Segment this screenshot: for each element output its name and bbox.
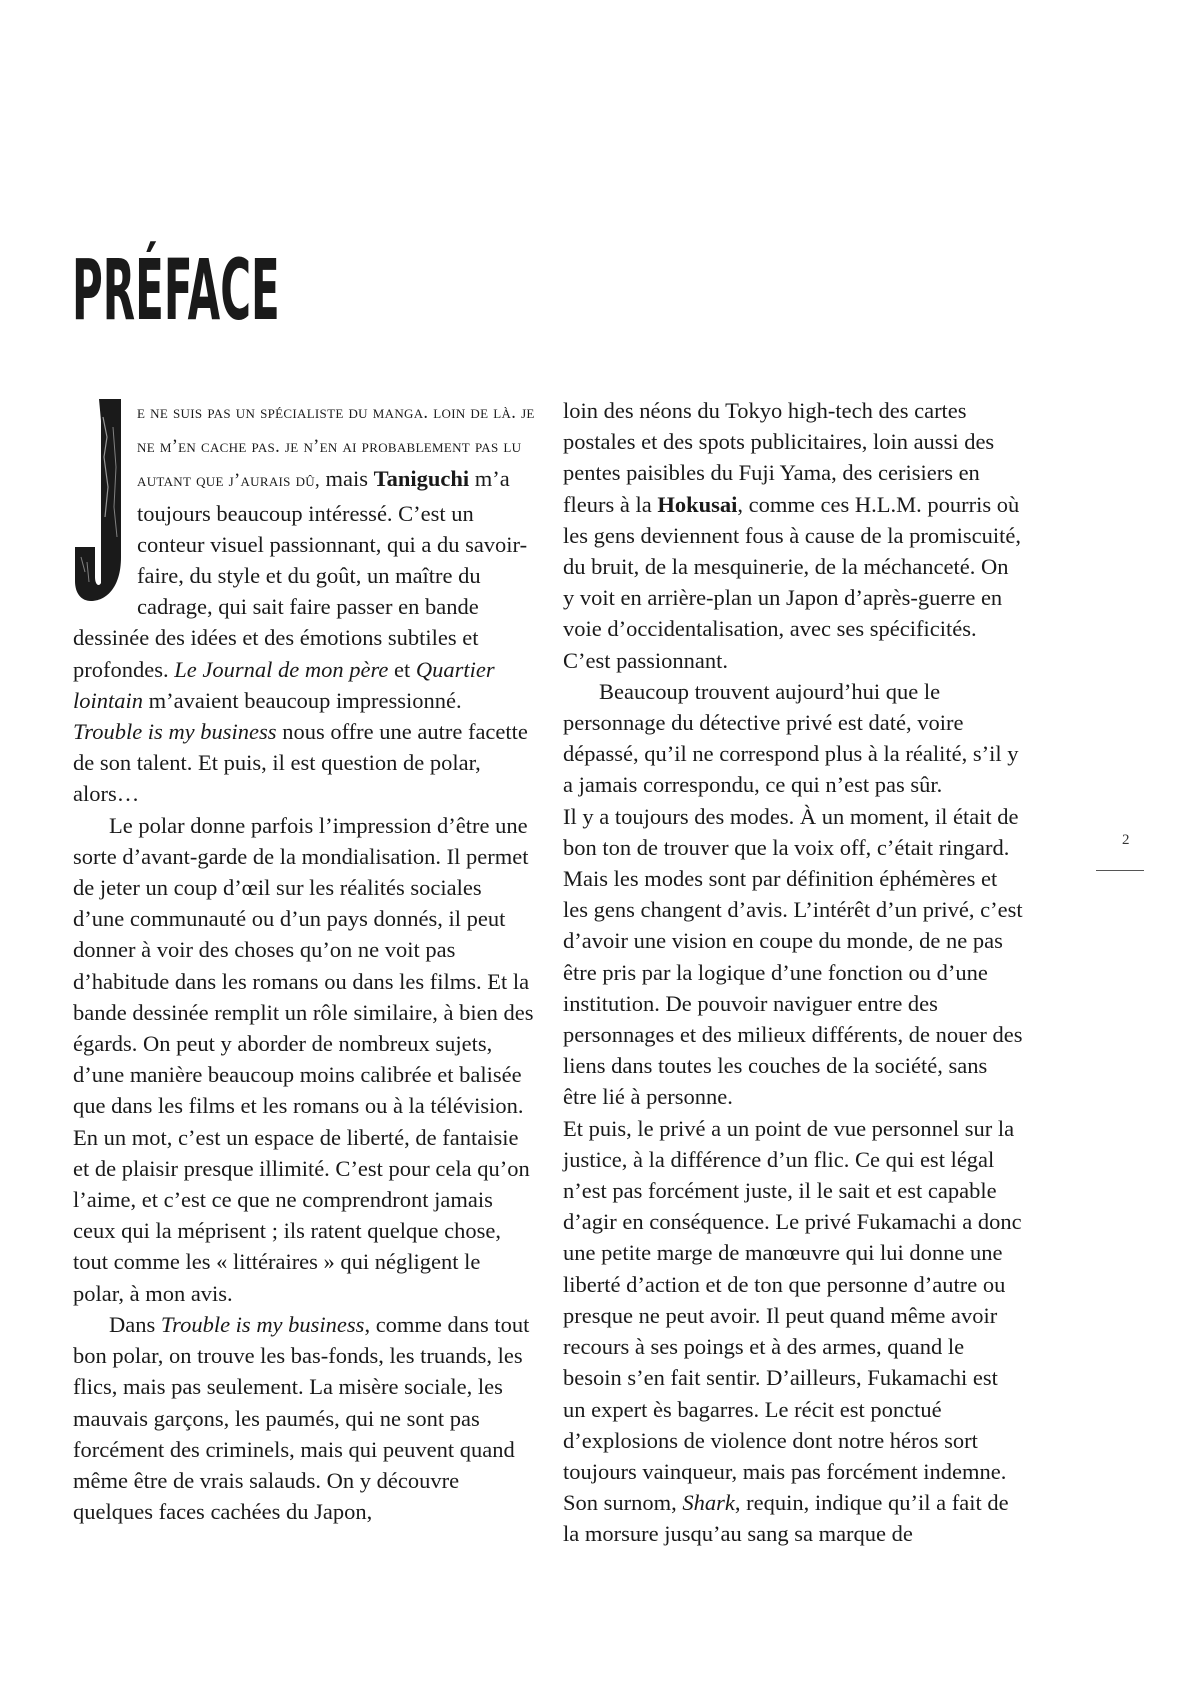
italic-title: Quartier lointain [73, 656, 495, 713]
text-run: Son surnom, [563, 1490, 683, 1516]
paragraph: Beaucoup trouvent aujourd’hui que le personnage du détective privé est daté, voire dépassé, qu’il ne correspond plus à la réalité, s’il y a jamais correspondu, ce qui n’est pas sûr. [563, 678, 1019, 798]
dropcap-letter [73, 397, 125, 603]
paragraph [563, 1487, 1025, 1549]
left-column [73, 395, 535, 1527]
paragraph [73, 1309, 535, 1527]
text-run: loin des néons du Tokyo high-tech des cartes postales et des spots publicitaires, loin aussi des pentes paisibles du Fuji Yama, des cerisiers en fleurs à la [563, 398, 995, 517]
italic-title: Le Journal de mon père [174, 656, 389, 682]
text-run: mais [319, 466, 374, 492]
text-run: m’avaient beaucoup impressionné. [143, 687, 462, 713]
page-number-rule [1096, 870, 1144, 871]
text-run: , comme ces H.L.M. pourris où les gens deviennent fous à cause de la promiscuité, du bruit, de la mesquinerie, de la méchanceté. On y voit en arrière-plan un Japon d’après-guerre en voie d’occidentalisation, avec ses spécificités. C’est passionnant. [563, 491, 1021, 673]
page-number: 2 [1122, 832, 1130, 848]
text-run: , requin, indique qu’il a fait de la morsure jusqu’au sang sa marque de [563, 1490, 1009, 1547]
bold-name: Hokusai [657, 491, 738, 517]
text-run: Dans [109, 1311, 161, 1337]
page-title: PRÉFACE [72, 241, 280, 339]
italic-title: Trouble is my business [73, 719, 277, 745]
paragraph [563, 395, 1025, 676]
paragraph [73, 395, 535, 810]
italic-title: Trouble is my business [160, 1311, 365, 1337]
paragraph: Le polar donne parfois l’impression d’être une sorte d’avant-garde de la mondialisation. Il permet de jeter un coup d’œil sur les réalités sociales d’une communauté ou d’un pays donnés, il peut donner à voir des choses qu’on ne voit pas d’habitude dans les romans ou dans les films. Et la bande dessinée remplit un rôle similaire, à bien des égards. On peut y aborder de nombreux sujets, d’une manière beaucoup moins calibrée et balisée que dans les films et les romans ou à la télévision. En un mot, c’est un espace de liberté, de fantaisie et de plaisir presque illimité. C’est pour cela qu’on l’aime, et c’est ce que ne comprendront jamais ceux qui la méprisent ; ils ratent quelque chose, tout comme les « littéraires » qui négligent le polar, à mon avis. [73, 812, 534, 1306]
text-run: et [388, 656, 416, 682]
right-column [563, 395, 1025, 1550]
dropcap-j-glyph [73, 397, 125, 603]
text-run: nous offre une autre facette de son talent. Et puis, il est question de polar, alors… [73, 719, 528, 807]
text-run: m’a toujours beaucoup intéressé. C’est un conteur visuel passionnant, qui a du savoir-faire, du style et du goût, un maître du cadrage, qui sait faire passer en bande dessinée des idées et des émotions subtiles et profondes. [73, 466, 528, 682]
opening-smallcaps: e ne suis pas un spécialiste du manga. loin de là. je ne m’en cache pas. je n’en ai probablement pas lu autant que j’aurais dû, [137, 403, 535, 492]
italic-word: Shark [682, 1490, 735, 1516]
text-run: , comme dans tout bon polar, on trouve les bas-fonds, les truands, les flics, mais pas seulement. La misère sociale, les mauvais garçons, les paumés, qui ne sont pas forcément des criminels, mais qui peuvent quand même être de vrais salauds. On y découvre quelques faces cachées du Japon, [73, 1311, 530, 1525]
paragraph: Il y a toujours des modes. À un moment, il était de bon ton de trouver que la voix off, c’était ringard. Mais les modes sont par définition éphémères et les gens changent d’avis. L’intérêt d’un privé, c’est d’avoir une vision en coupe du monde, de ne pas être pris par la logique d’une fonction ou d’une institution. De pouvoir naviguer entre des personnages et des milieux différents, de nouer des liens dans toutes les couches de la société, sans être lié à personne. [563, 803, 1023, 1110]
bold-name: Taniguchi [373, 466, 470, 492]
paragraph: Et puis, le privé a un point de vue personnel sur la justice, à la différence d’un flic. Ce qui est légal n’est pas forcément juste, il le sait et est capable d’agir en conséquence. Le privé Fukamachi a donc une petite marge de manœuvre qui lui donne une liberté d’action et de ton que personne d’autre ou presque ne peut avoir. Il peut quand même avoir recours à ses poings et à des armes, quand le besoin s’en fait sentir. D’ailleurs, Fukamachi est un expert ès bagarres. Le récit est ponctué d’explosions de violence dont notre héros sort toujours vainqueur, mais pas forcément indemne. [563, 1115, 1022, 1484]
